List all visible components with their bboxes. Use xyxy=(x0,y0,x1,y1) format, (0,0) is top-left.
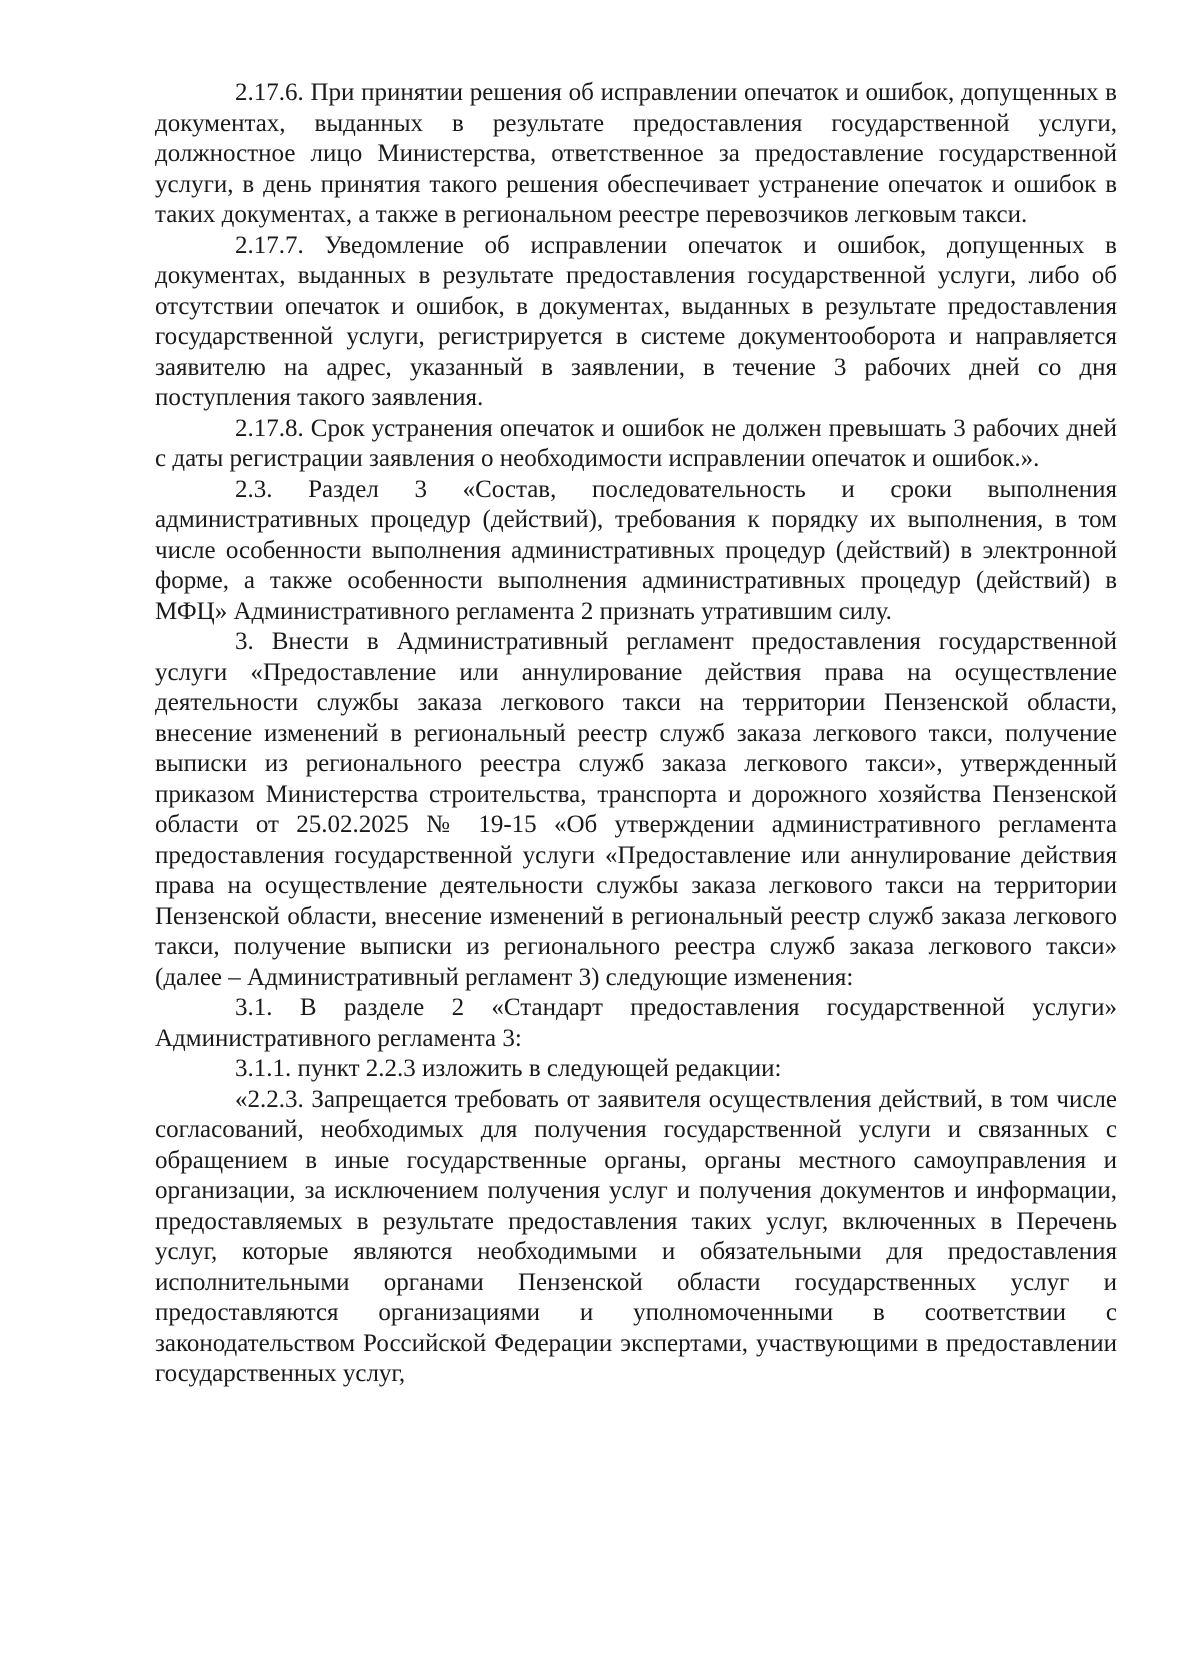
paragraph-2-2-3-quote: «2.2.3. Запрещается требовать от заявителя осуществления действий, в том числе согласований, необходимых для получения государственной услуги и связанных с обращением в иные государственные органы, органы местного самоуправления и организации, за исключением получения услуг и получения документов и информации, предоставляемых в результате предоставления таких услуг, включенных в Перечень услуг, которые являются необходимыми и обязательными для предоставления исполнительными органами Пензенской области государственных услуг и предоставляются организациями и уполномоченными в соответствии с законодательством Российской Федерации экспертами, участвующими в предоставлении государственных услуг, xyxy=(155,1085,1117,1387)
paragraph-2-17-6: 2.17.6. При принятии решения об исправлении опечаток и ошибок, допущенных в документах, выданных в результате предоставления государственной услуги, должностное лицо Министерства, ответственное за предоставление государственной услуги, в день принятия такого решения обеспечивает устранение опечаток и ошибок в таких документах, а также в региональном реестре перевозчиков легковым такси. xyxy=(155,79,1117,228)
paragraph-3-1-1: 3.1.1. пункт 2.2.3 изложить в следующей редакции: xyxy=(235,1055,782,1082)
document-body xyxy=(155,78,1117,1390)
paragraph-2-3: 2.3. Раздел 3 «Состав, последовательность и сроки выполнения административных процедур (действий), требования к порядку их выполнения, в том числе особенности выполнения административных процедур (действий) в электронной форме, а также особенности выполнения административных процедур (действий) в МФЦ» Административного регламента 2 признать утратившим силу. xyxy=(155,475,1117,625)
paragraph-2-17-8: 2.17.8. Срок устранения опечаток и ошибок не должен превышать 3 рабочих дней с даты регистрации заявления о необходимости исправлении опечаток и ошибок.». xyxy=(155,414,1117,472)
paragraph-2-17-7: 2.17.7. Уведомление об исправлении опечаток и ошибок, допущенных в документах, выданных в результате предоставления государственной услуги, либо об отсутствии опечаток и ошибок, в документах, выданных в результате предоставления государственной услуги, регистрируется в системе документооборота и направляется заявителю на адрес, указанный в заявлении, в течение 3 рабочих дней со дня поступления такого заявления. xyxy=(155,231,1117,411)
paragraph-3-1: 3.1. В разделе 2 «Стандарт предоставления государственной услуги» Административного регламента 3: xyxy=(155,994,1117,1052)
paragraph-3: 3. Внести в Административный регламент предоставления государственной услуги «Предоставление или аннулирование действия права на осуществление деятельности службы заказа легкового такси на территории Пензенской области, внесение изменений в региональный реестр служб заказа легкового такси, получение выписки из регионального реестра служб заказа легкового такси», утвержденный приказом Министерства строительства, транспорта и дорожного хозяйства Пензенской области от 25.02.2025 № 19-15 «Об утверждении административного регламента предоставления государственной услуги «Предоставление или аннулирование действия права на осуществление деятельности службы заказа легкового такси на территории Пензенской области, внесение изменений в региональный реестр служб заказа легкового такси, получение выписки из регионального реестра служб заказа легкового такси» (далее – Административный регламент 3) следующие изменения: xyxy=(155,628,1117,991)
